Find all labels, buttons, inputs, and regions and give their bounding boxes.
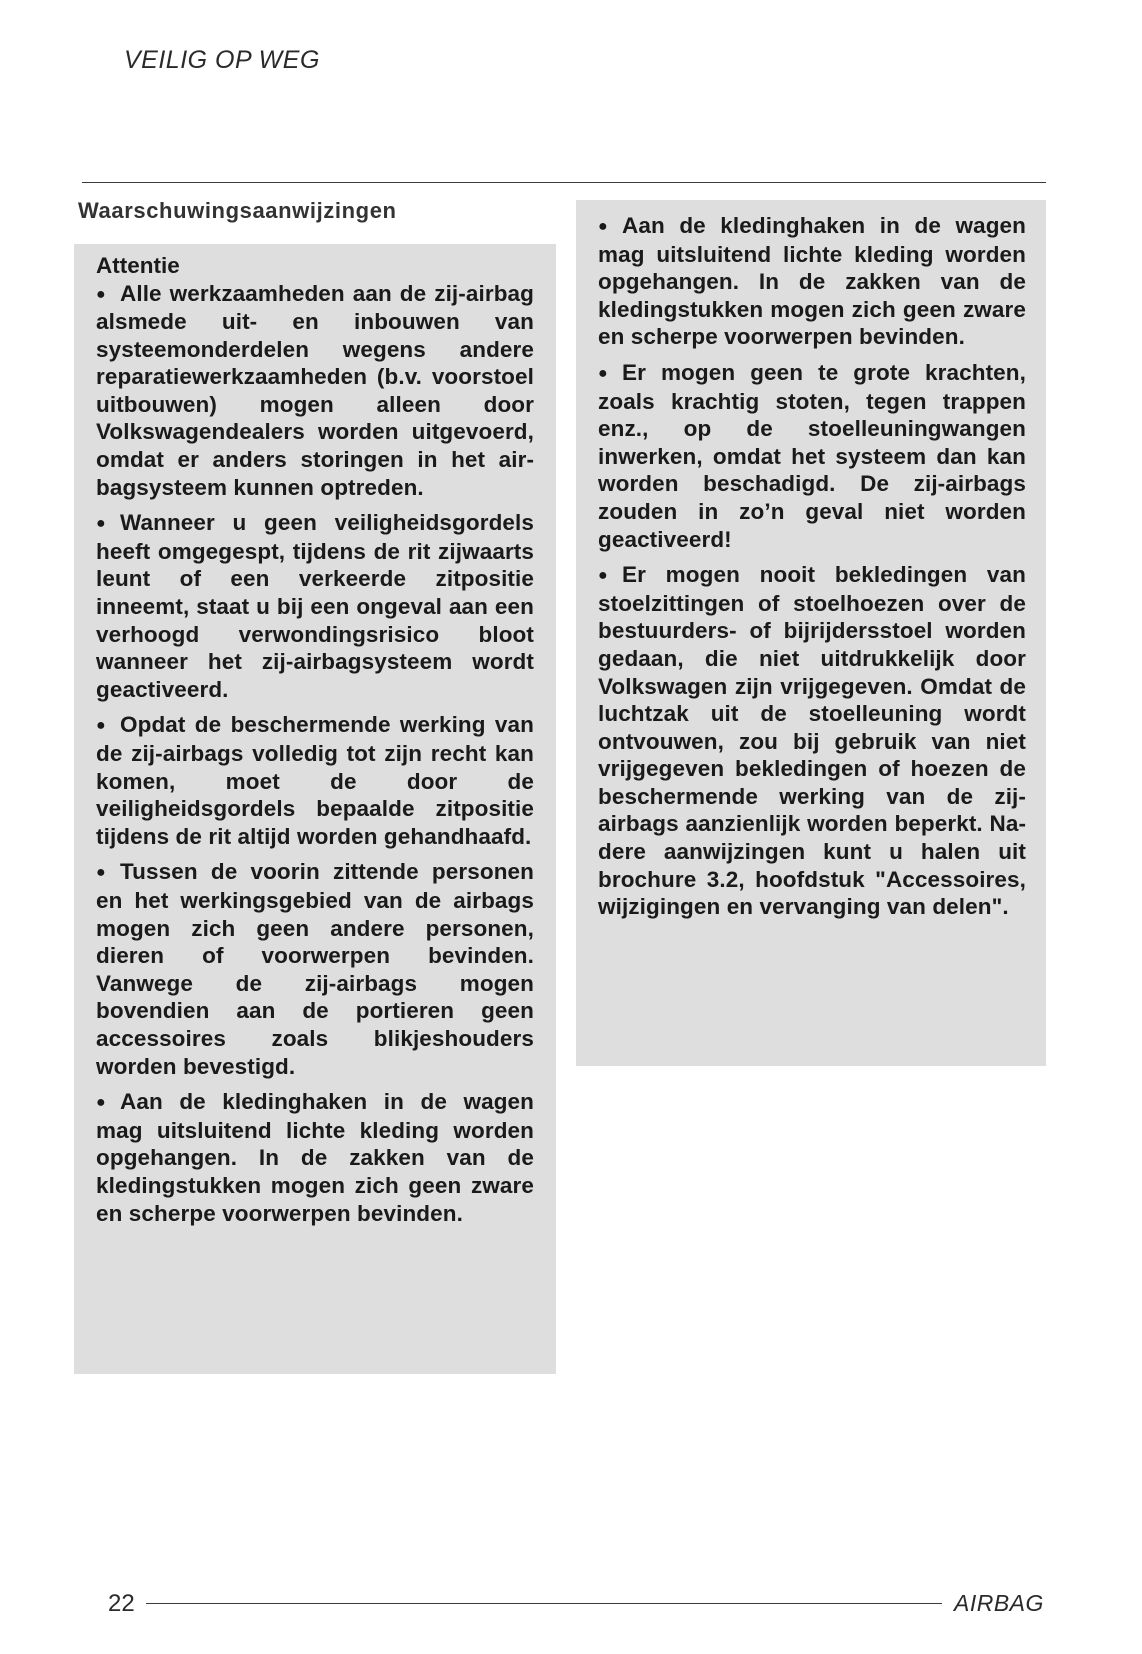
warning-text: Aan de kledinghaken in de wagen mag uitsluitend lichte kleding worden opgehangen. In de zakken van de kledingstukken mogen zich geen zware en scherpe voorwerpen bevinden. bbox=[598, 213, 1026, 350]
warning-text: Er mogen nooit bekledingen van stoelzittingen of stoelhoezen over de bestuurders- of bijrijdersstoel worden gedaan, die niet uitdrukkelijk door Volkswagen zijn vrijgegeven. Omdat de luchtzak uit de stoelleuning wordt ontvouwen, zou bij gebruik van niet vrijgegeven bekledingen of hoezen de beschermende werking van de zij-airbags aanzienlijk worden beperkt. Nadere aanwijzingen kunt u halen uit brochure 3.2, hoofdstuk "Accessoires, wijzigingen en vervanging van delen". bbox=[598, 562, 1026, 920]
warning-box-right bbox=[576, 200, 1046, 1066]
chapter-name: AIRBAG bbox=[954, 1590, 1044, 1616]
bullet-icon: ● bbox=[96, 864, 106, 882]
bullet-icon: ● bbox=[96, 285, 106, 303]
attention-heading: Attentie bbox=[96, 253, 180, 278]
running-head: VEILIG OP WEG bbox=[124, 46, 320, 74]
section-title: Waarschuwingsaanwijzingen bbox=[78, 198, 397, 223]
warning-box-left bbox=[74, 244, 556, 1374]
warning-item bbox=[96, 509, 534, 703]
warning-item bbox=[96, 858, 534, 1080]
warning-text: Er mogen geen te grote krachten, zoals krachtig stoten, tegen trappen enz., op de stoelleuningwangen inwerken, omdat het systeem dan kan worden beschadigd. De zij-airbags zouden in zo’n geval niet worden geactiveerd! bbox=[598, 359, 1026, 552]
warning-item bbox=[96, 280, 534, 502]
warning-text: Alle werkzaamheden aan de zij-airbag alsmede uit- en inbouwen van systeemonderdelen wegens andere reparatiewerkzaamheden (b.v. voorstoel uitbouwen) mogen alleen door Volkswagendealers worden uitgevoerd, omdat er anders storingen in het airbagsysteem kunnen optreden. bbox=[96, 280, 534, 500]
bullet-icon: ● bbox=[96, 1094, 106, 1112]
warning-item bbox=[598, 561, 1026, 921]
bullet-icon: ● bbox=[598, 364, 608, 382]
bullet-icon: ● bbox=[598, 218, 608, 235]
footer-divider bbox=[146, 1603, 942, 1604]
warning-item bbox=[96, 1088, 534, 1227]
top-divider bbox=[82, 182, 1046, 183]
warning-item bbox=[598, 359, 1026, 553]
bullet-icon: ● bbox=[96, 515, 106, 533]
warning-text: Opdat de beschermende werking van de zij-airbags volledig tot zijn recht kan komen, moet de door de veiligheidsgordels bepaalde zitpositie tijdens de rit altijd worden gehandhaafd. bbox=[96, 712, 534, 849]
warning-item bbox=[96, 711, 534, 850]
page-number: 22 bbox=[108, 1590, 135, 1617]
warning-text: Tussen de voorin zittende personen en het werkingsgebied van de airbags mogen zich geen andere personen, dieren of voorwerpen bevinden. Vanwege de zij-airbags mogen bovendien aan de portieren geen accessoires zoals blikjeshouders worden bevestigd. bbox=[96, 859, 534, 1079]
warning-item bbox=[598, 212, 1026, 351]
bullet-icon: ● bbox=[96, 717, 106, 735]
warning-text: Aan de kledinghaken in de wagen mag uitsluitend lichte kleding worden opgehangen. In de zakken van de kledingstukken mogen zich geen zware en scherpe voorwerpen bevinden. bbox=[96, 1089, 534, 1226]
warning-text: Wanneer u geen veiligheidsgordels heeft omgegespt, tijdens de rit zijwaarts leunt of een verkeerde zitpositie inneemt, staat u bij een ongeval aan een verhoogd verwondingsrisico bloot wanneer het zij-airbagsysteem wordt geactiveerd. bbox=[96, 510, 534, 702]
bullet-icon: ● bbox=[598, 567, 608, 585]
